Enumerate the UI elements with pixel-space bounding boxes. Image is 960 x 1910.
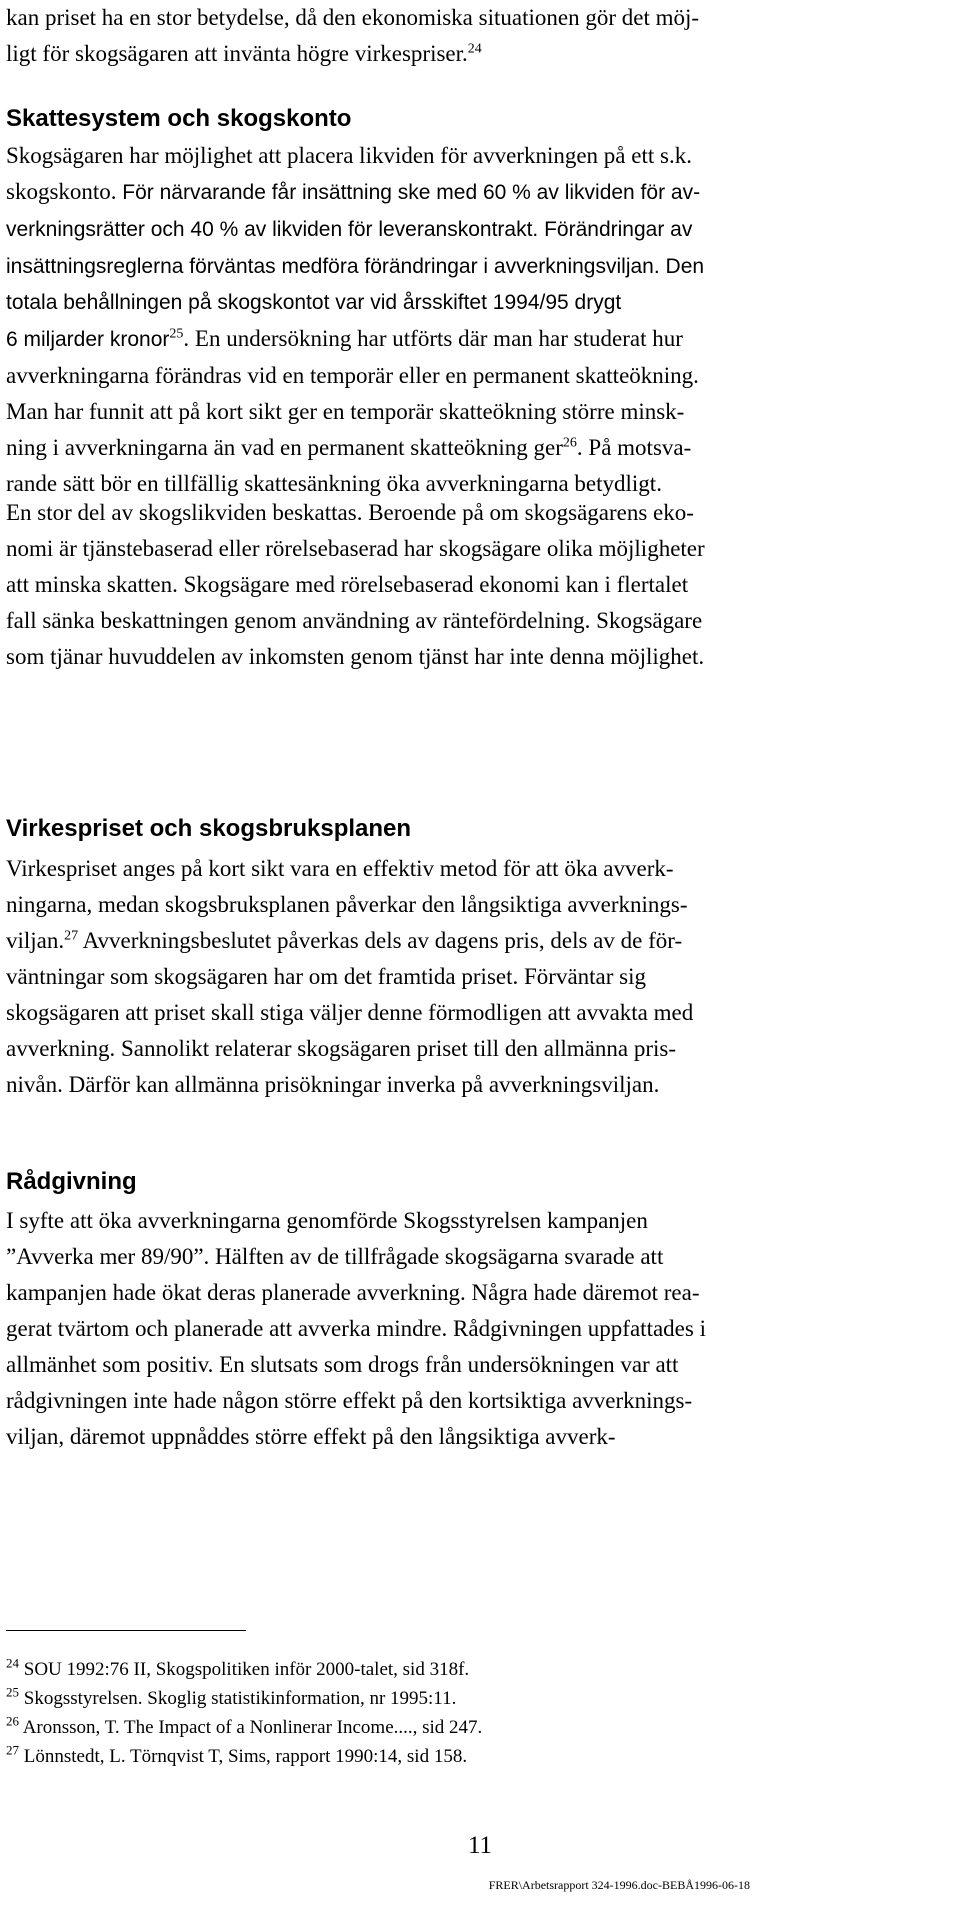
text-line: nomi är tjänstebaserad eller rörelsebaserad har skogsägare olika möjligheter [6,536,705,561]
footnote-ref[interactable]: 24 [467,41,482,57]
text-line: avverkning. Sannolikt relaterar skogsägaren priset till den allmänna pris- [6,1036,676,1061]
text-line: allmänhet som positiv. En slutsats som drogs från undersökningen var att [6,1352,679,1377]
footnotes [6,1655,482,1771]
text-line: totala behållningen på skogskontot var vid årsskiftet 1994/95 drygt [6,291,622,314]
text-line: viljan, däremot uppnåddes större effekt på den långsiktiga avverk- [6,1424,616,1449]
footnote-ref[interactable]: 26 [562,435,577,451]
text-line: nivån. Därför kan allmänna prisökningar inverka på avverkningsviljan. [6,1072,660,1097]
text-line: Virkespriset anges på kort sikt vara en effektiv metod för att öka avverk- [6,856,674,881]
page-number: 11 [467,1832,493,1859]
text-line: skogsägaren att priset skall stiga väljer denne förmodligen att avvakta med [6,1000,694,1025]
text-line: kampanjen hade ökat deras planerade avverkning. Några hade däremot rea- [6,1280,700,1305]
footnote-number: 24 [6,1655,19,1671]
footnote-separator [6,1630,246,1631]
footnote-item: $^{27}$ Lönnstedt, L. Törnqvist T, Sims, rapport 1990:14, sid 158. [6,1742,468,1767]
text-line: avverkningarna förändras vid en temporär eller en permanent skatteökning. [6,363,699,388]
text-line: väntningar som skogsägaren har om det framtida priset. Förväntar sig [6,964,647,989]
footnote-item: $^{25}$ Skogsstyrelsen. Skoglig statistikinformation, nr 1995:11. [6,1684,457,1709]
text-line: Skogsägaren har möjlighet att placera likviden för avverkningen på ett s.k. [6,143,692,168]
intro-paragraph [6,0,954,72]
text-line: ligt för skogsägaren att invänta högre virkespriser.$^{24}$ [6,41,482,66]
section-heading-skattesystem: Skattesystem och skogskonto [6,105,352,132]
text-line: gerat tvärtom och planerade att avverka mindre. Rådgivningen uppfattades i [6,1316,706,1341]
footnote-ref[interactable]: 25 [169,326,184,342]
footnote-number: 25 [6,1684,19,1700]
text-line: skogskonto. För närvarande får insättning ske med 60 % av likviden för av- [6,179,701,204]
section-heading-radgivning: Rådgivning [6,1168,137,1195]
text-line: En stor del av skogslikviden beskattas. Beroende på om skogsägarens eko- [6,500,694,525]
text-line: rande sätt bör en tillfällig skattesänkning öka avverkningarna betydligt. [6,471,662,496]
text-line: ningarna, medan skogsbruksplanen påverkar den långsiktiga avverknings- [6,892,688,917]
text-line: verkningsrätter och 40 % av likviden för leveranskontrakt. Förändringar av [6,218,693,241]
paragraph-skogslikvid [6,495,954,675]
footnote-number: 26 [6,1713,19,1729]
footnote-item: $^{26}$ Aronsson, T. The Impact of a Nonlinerar Income...., sid 247. [6,1713,483,1738]
text-line: 6 miljarder kronor$^{25}$. En undersökning har utförts där man har studerat hur [6,326,683,351]
section-heading-virkespriset: Virkespriset och skogsbruksplanen [6,815,412,842]
text-line: I syfte att öka avverkningarna genomförde Skogsstyrelsen kampanjen [6,1208,648,1233]
text-line: Man har funnit att på kort sikt ger en temporär skatteökning större minsk- [6,399,685,424]
paragraph-radgivning [6,1203,954,1455]
text-line: ”Avverka mer 89/90”. Hälften av de tillfrågade skogsägarna svarade att [6,1244,664,1269]
text-line: viljan.$^{27}$ Avverkningsbeslutet påverkas dels av dagens pris, dels av de för- [6,928,683,953]
text-line: att minska skatten. Skogsägare med rörelsebaserad ekonomi kan i flertalet [6,572,689,597]
text-line: kan priset ha en stor betydelse, då den ekonomiska situationen gör det möj- [6,5,700,30]
text-line: som tjänar huvuddelen av inkomsten genom tjänst har inte denna möjlighet. [6,644,705,669]
text-line: ning i avverkningarna än vad en permanent skatteökning ger$^{26}$. På motsva- [6,435,692,460]
file-reference: FRER\Arbetsrapport 324-1996.doc-BEBÅ1996-06-18 [488,1878,750,1892]
footnote-ref[interactable]: 27 [64,928,79,944]
text-line: rådgivningen inte hade någon större effekt på den kortsiktiga avverknings- [6,1388,693,1413]
footnote-item: $^{24}$ SOU 1992:76 II, Skogspolitiken inför 2000-talet, sid 318f. [6,1655,470,1680]
paragraph-virkespriset [6,851,954,1103]
footnote-number: 27 [6,1742,19,1758]
paragraph-skogskonto [6,138,954,502]
text-line: fall sänka beskattningen genom användning av räntefördelning. Skogsägare [6,608,703,633]
text-line: insättningsreglerna förväntas medföra förändringar i avverkningsviljan. Den [6,255,705,278]
